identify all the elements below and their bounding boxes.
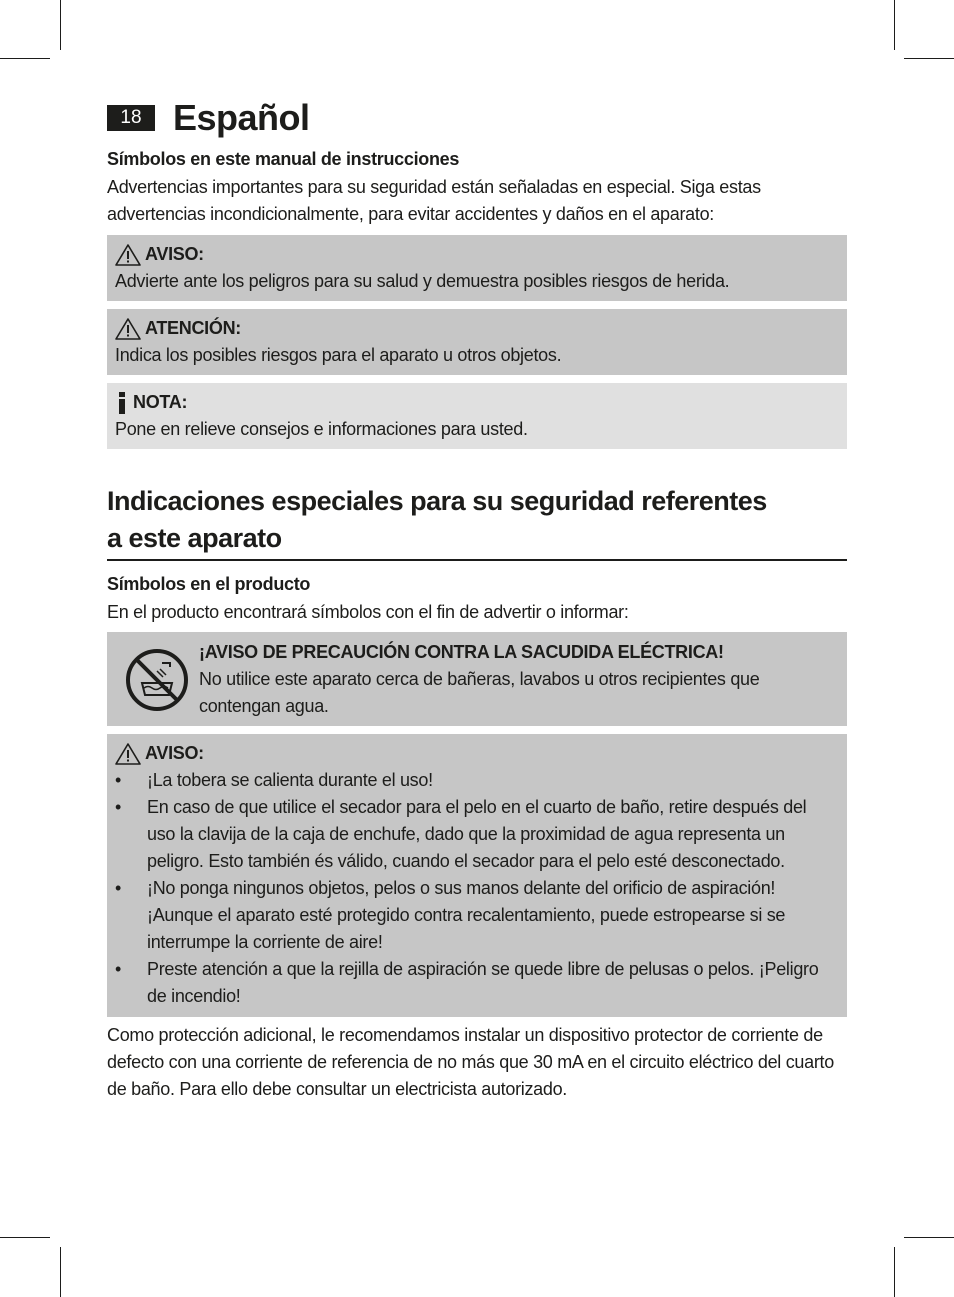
nota-box [107, 383, 847, 449]
list-item: • En caso de que utilice el secador para el pelo en el cuarto de baño, retire después del uso la clavija de la caja de enchufe, dado que la proximidad de agua representa un peligro. Esto también és válido, cuando el secador para el pelo esté desconectado. [115, 794, 839, 875]
crop-mark [904, 1237, 954, 1238]
info-icon [115, 391, 129, 415]
safety-title-line2: a este aparato [107, 523, 282, 553]
product-symbols-heading: Símbolos en el producto [107, 574, 311, 594]
aviso2-box [107, 734, 847, 1017]
aviso-label: AVISO: [145, 244, 204, 264]
crop-mark [894, 1247, 895, 1297]
atencion-box [107, 309, 847, 375]
crop-mark [904, 58, 954, 59]
product-symbols-intro: En el producto encontrará símbolos con el fin de advertir o informar: [107, 602, 629, 622]
electric-warning-box [107, 632, 847, 726]
aviso2-box-header [115, 740, 839, 767]
crop-mark [0, 1237, 50, 1238]
safety-title-line1: Indicaciones especiales para su seguridad referentes [107, 486, 767, 516]
electric-warning-heading: ¡AVISO DE PRECAUCIÓN CONTRA LA SACUDIDA ELÉCTRICA! [199, 642, 724, 662]
list-item: • ¡La tobera se calienta durante el uso! [115, 767, 839, 794]
page-content [107, 98, 847, 1103]
electric-warning-icon-wrap [115, 639, 199, 720]
nota-label: NOTA: [133, 392, 188, 412]
list-item: • Preste atención a que la rejilla de aspiración se quede libre de pelusas o pelos. ¡Peligro de incendio! [115, 956, 839, 1010]
page-number: 18 [107, 105, 155, 131]
crop-mark [894, 0, 895, 50]
nota-text: Pone en relieve consejos e informaciones para usted. [115, 419, 528, 439]
aviso2-bullet-list [115, 767, 839, 1010]
page-header [107, 98, 847, 138]
aviso2-label: AVISO: [145, 743, 204, 763]
atencion-box-header [115, 315, 839, 342]
atencion-label: ATENCIÓN: [145, 318, 241, 338]
symbols-manual-intro: Advertencias importantes para su seguridad están señaladas en especial. Siga estas advertencias incondicionalmente, para evitar accidentes y daños en el aparato: [107, 177, 761, 224]
aviso-text: Advierte ante los peligros para su salud y demuestra posibles riesgos de herida. [115, 271, 730, 291]
electric-warning-content [199, 639, 839, 720]
aviso-box-header [115, 241, 839, 268]
warning-triangle-icon [115, 317, 141, 341]
safety-section-title [107, 483, 847, 561]
atencion-text: Indica los posibles riesgos para el aparato u otros objetos. [115, 345, 562, 365]
warning-triangle-icon [115, 243, 141, 267]
crop-mark [0, 58, 50, 59]
aviso-box [107, 235, 847, 301]
page-title: Español [173, 97, 310, 138]
crop-mark [60, 1247, 61, 1297]
nota-box-header [115, 389, 839, 416]
list-item: • ¡No ponga ningunos objetos, pelos o sus manos delante del orificio de aspiración! ¡Aunque el aparato esté protegido contra recalentamiento, puede estropearse si se interrumpe la corriente de aire! [115, 875, 839, 956]
symbols-manual-heading: Símbolos en este manual de instrucciones [107, 149, 460, 169]
no-water-bath-icon [124, 647, 190, 713]
crop-mark [60, 0, 61, 50]
electric-warning-text: No utilice este aparato cerca de bañeras, lavabos u otros recipientes que contengan agua. [199, 669, 760, 716]
warning-triangle-icon [115, 742, 141, 766]
closing-paragraph: Como protección adicional, le recomendamos instalar un dispositivo protector de corriente de defecto con una corriente de referencia de no más que 30 mA en el circuito eléctrico del cuarto de baño. Para ello debe consultar un electricista autorizado. [107, 1025, 834, 1099]
